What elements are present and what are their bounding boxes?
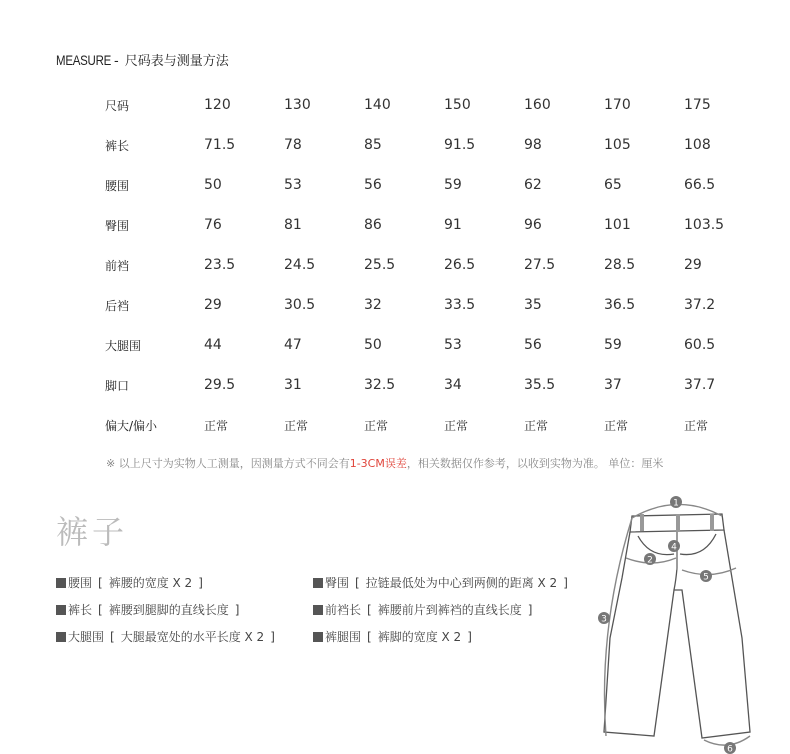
table-cell: 30.5 — [284, 297, 316, 313]
svg-text:1: 1 — [673, 498, 679, 509]
row-label: 裤长 — [105, 138, 130, 153]
definition-term: 裤腿围 — [325, 630, 362, 644]
table-cell: 101 — [604, 217, 631, 233]
table-cell: 25.5 — [364, 257, 396, 273]
table-cell: 34 — [444, 377, 462, 393]
bullet-square-icon — [56, 605, 66, 615]
table-row — [100, 285, 764, 325]
row-label: 前裆 — [105, 258, 130, 273]
definition-item: 臀围 [ 拉链最低处为中心到两侧的距离 X 2 ] — [313, 574, 574, 591]
header-title-zh: 尺码表与测量方法 — [124, 54, 229, 69]
table-cell: 47 — [284, 337, 302, 353]
table-cell: 71.5 — [204, 137, 236, 153]
table-cell: 56 — [364, 177, 382, 193]
table-cell: 36.5 — [604, 297, 636, 313]
table-cell: 37 — [604, 377, 622, 393]
table-cell: 正常 — [524, 418, 549, 433]
table-cell: 96 — [524, 217, 542, 233]
table-cell: 91 — [444, 217, 462, 233]
marker-5-icon — [700, 570, 712, 583]
table-cell: 35 — [524, 297, 542, 313]
page-header — [56, 50, 229, 70]
table-cell: 81 — [284, 217, 302, 233]
note-prefix: ※ 以上尺寸为实物人工测量，因测量方式不同会有 — [106, 457, 350, 470]
table-row — [100, 245, 764, 285]
table-cell: 正常 — [364, 418, 389, 433]
table-cell: 37.7 — [684, 377, 716, 393]
table-cell: 170 — [604, 97, 631, 113]
bullet-square-icon — [313, 578, 323, 588]
table-cell: 59 — [604, 337, 622, 353]
guide-lines — [604, 504, 750, 745]
table-cell: 正常 — [684, 418, 709, 433]
header-separator: - — [114, 54, 119, 69]
table-cell: 66.5 — [684, 177, 716, 193]
definition-term: 臀围 — [325, 576, 350, 590]
definition-term: 裤长 — [68, 603, 93, 617]
table-cell: 175 — [684, 97, 711, 113]
table-cell: 27.5 — [524, 257, 556, 273]
table-cell: 130 — [284, 97, 311, 113]
definition-desc: 拉链最低处为中心到两侧的距离 X 2 — [365, 576, 558, 590]
table-cell: 150 — [444, 97, 471, 113]
table-cell: 32 — [364, 297, 382, 313]
svg-text:4: 4 — [671, 542, 677, 553]
header-title-en: MEASURE — [56, 52, 112, 68]
table-cell: 53 — [444, 337, 462, 353]
table-cell: 33.5 — [444, 297, 476, 313]
definition-item: 前裆长 [ 裤腰前片到裤裆的直线长度 ] — [313, 601, 538, 618]
table-cell: 正常 — [444, 418, 469, 433]
svg-text:6: 6 — [727, 744, 733, 754]
svg-text:5: 5 — [703, 572, 709, 583]
table-cell: 59 — [444, 177, 462, 193]
table-cell: 23.5 — [204, 257, 236, 273]
table-cell: 65 — [604, 177, 622, 193]
row-label: 后裆 — [105, 298, 130, 313]
definition-desc: 大腿最宽处的水平长度 X 2 — [120, 630, 265, 644]
row-label: 臀围 — [105, 218, 130, 233]
definition-desc: 裤脚的宽度 X 2 — [377, 630, 462, 644]
table-cell: 103.5 — [684, 217, 725, 233]
table-cell: 29.5 — [204, 377, 236, 393]
definition-desc: 裤腰到腿脚的直线长度 — [108, 603, 229, 617]
row-label: 尺码 — [105, 98, 130, 113]
marker-1-icon — [670, 496, 682, 509]
bullet-square-icon — [56, 632, 66, 642]
marker-6-icon — [724, 742, 736, 754]
table-row — [100, 365, 764, 405]
table-cell: 85 — [364, 137, 382, 153]
size-table — [100, 85, 764, 445]
table-cell: 76 — [204, 217, 222, 233]
note-highlight: 1-3CM误差 — [349, 457, 407, 470]
table-cell: 86 — [364, 217, 382, 233]
table-cell: 91.5 — [444, 137, 476, 153]
table-cell: 29 — [684, 257, 702, 273]
section-title: 裤子 — [56, 513, 129, 551]
table-cell: 正常 — [284, 418, 309, 433]
table-cell: 60.5 — [684, 337, 716, 353]
table-cell: 56 — [524, 337, 542, 353]
table-cell: 正常 — [604, 418, 629, 433]
svg-text:2: 2 — [647, 555, 653, 566]
table-cell: 50 — [204, 177, 222, 193]
definition-item: 裤腿围 [ 裤脚的宽度 X 2 ] — [313, 628, 478, 645]
table-row — [100, 205, 764, 245]
pants-measurement-diagram — [592, 488, 762, 754]
bullet-square-icon — [56, 578, 66, 588]
table-cell: 44 — [204, 337, 222, 353]
measurement-note — [106, 455, 663, 471]
table-cell: 28.5 — [604, 257, 636, 273]
row-label: 偏大/偏小 — [105, 418, 158, 433]
definition-item: 腰围 [ 裤腰的宽度 X 2 ] — [56, 574, 209, 591]
marker-3-icon — [598, 612, 610, 625]
marker-4-icon — [668, 540, 680, 553]
table-row — [100, 125, 764, 165]
belt-loops — [640, 514, 714, 531]
bullet-square-icon — [313, 632, 323, 642]
table-row — [100, 325, 764, 365]
definition-term: 腰围 — [68, 576, 93, 590]
table-cell: 98 — [524, 137, 542, 153]
definition-term: 前裆长 — [325, 603, 362, 617]
table-row — [100, 405, 764, 445]
table-cell: 120 — [204, 97, 231, 113]
table-cell: 62 — [524, 177, 542, 193]
table-cell: 50 — [364, 337, 382, 353]
table-cell: 29 — [204, 297, 222, 313]
table-cell: 160 — [524, 97, 551, 113]
table-cell: 正常 — [204, 418, 229, 433]
definition-desc: 裤腰前片到裤裆的直线长度 — [377, 603, 522, 617]
table-cell: 24.5 — [284, 257, 316, 273]
table-cell: 26.5 — [444, 257, 476, 273]
table-cell: 32.5 — [364, 377, 396, 393]
table-row — [100, 85, 764, 125]
table-cell: 108 — [684, 137, 711, 153]
table-cell: 37.2 — [684, 297, 716, 313]
table-cell: 140 — [364, 97, 391, 113]
svg-text:3: 3 — [601, 614, 607, 625]
table-cell: 78 — [284, 137, 302, 153]
bullet-square-icon — [313, 605, 323, 615]
table-row — [100, 165, 764, 205]
note-suffix: ，相关数据仅作参考，以收到实物为准。 单位：厘米 — [406, 457, 664, 470]
definition-item: 裤长 [ 裤腰到腿脚的直线长度 ] — [56, 601, 245, 618]
definition-item: 大腿围 [ 大腿最宽处的水平长度 X 2 ] — [56, 628, 281, 645]
row-label: 脚口 — [105, 378, 130, 393]
row-label: 腰围 — [105, 178, 130, 193]
table-cell: 105 — [604, 137, 631, 153]
row-label: 大腿围 — [105, 338, 142, 353]
table-cell: 35.5 — [524, 377, 556, 393]
table-cell: 53 — [284, 177, 302, 193]
definition-term: 大腿围 — [68, 630, 105, 644]
table-cell: 31 — [284, 377, 302, 393]
definition-desc: 裤腰的宽度 X 2 — [108, 576, 193, 590]
